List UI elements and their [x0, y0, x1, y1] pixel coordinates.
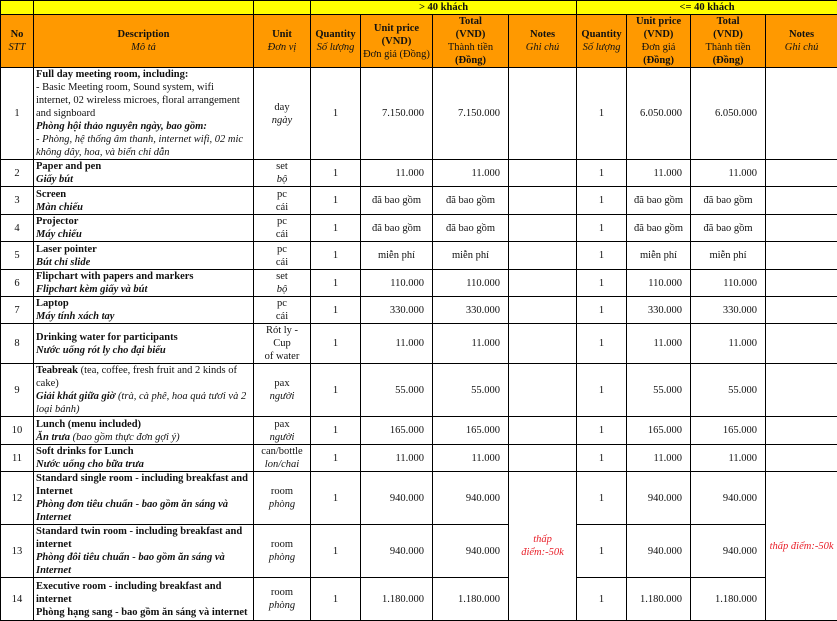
- table-row: [1, 187, 837, 215]
- row-description: Projector Máy chiếu: [34, 215, 254, 242]
- room-note-over-40: thấp điểm:-50k: [509, 472, 577, 621]
- row-no: 1: [1, 68, 34, 160]
- row-no: 2: [1, 160, 34, 187]
- row-notes-a: [509, 68, 577, 160]
- row-qty-b: 1: [577, 68, 627, 160]
- row-notes-b: [766, 160, 837, 187]
- table-row: [1, 472, 837, 525]
- row-notes-b: [766, 297, 837, 324]
- header-quantity-a: Quantity Số lượng: [311, 15, 361, 68]
- row-notes-a: [509, 445, 577, 472]
- row-price-a: miễn phí: [361, 242, 433, 270]
- header-total-b: Total (VND) Thành tiền (Đồng): [691, 15, 766, 68]
- row-total-b: đã bao gồm: [691, 215, 766, 242]
- row-qty-a: 1: [311, 364, 361, 417]
- row-no: 11: [1, 445, 34, 472]
- row-description: Executive room - including breakfast and internet Phòng hạng sang - bao gồm ăn sáng và internet: [34, 578, 254, 621]
- row-notes-a: [509, 364, 577, 417]
- row-no: 9: [1, 364, 34, 417]
- row-price-b: đã bao gồm: [627, 215, 691, 242]
- row-qty-a: 1: [311, 68, 361, 160]
- header-description: Description Mô tả: [34, 15, 254, 68]
- row-price-b: miễn phí: [627, 242, 691, 270]
- row-qty-b: 1: [577, 187, 627, 215]
- row-qty-a: 1: [311, 417, 361, 445]
- row-price-b: 11.000: [627, 324, 691, 364]
- row-notes-b: [766, 187, 837, 215]
- row-unit: Rót ly - Cup of water: [254, 324, 311, 364]
- row-total-a: 165.000: [433, 417, 509, 445]
- row-total-b: 940.000: [691, 472, 766, 525]
- header-unit-price-b: Unit price (VND) Đơn giá (Đồng): [627, 15, 691, 68]
- table-row: [1, 578, 837, 621]
- row-qty-b: 1: [577, 297, 627, 324]
- row-qty-b: 1: [577, 270, 627, 297]
- row-description: Flipchart with papers and markers Flipchart kèm giấy và bút: [34, 270, 254, 297]
- row-price-a: 1.180.000: [361, 578, 433, 621]
- header-quantity-b: Quantity Số lượng: [577, 15, 627, 68]
- header-no: No STT: [1, 15, 34, 68]
- row-no: 8: [1, 324, 34, 364]
- row-total-b: 6.050.000: [691, 68, 766, 160]
- row-qty-a: 1: [311, 525, 361, 578]
- row-qty-b: 1: [577, 242, 627, 270]
- row-description: Laser pointer Bút chỉ slide: [34, 242, 254, 270]
- row-price-b: 110.000: [627, 270, 691, 297]
- table-row: [1, 445, 837, 472]
- row-description: Screen Màn chiếu: [34, 187, 254, 215]
- row-total-a: 330.000: [433, 297, 509, 324]
- row-notes-b: [766, 68, 837, 160]
- row-no: 7: [1, 297, 34, 324]
- row-total-b: đã bao gồm: [691, 187, 766, 215]
- table-row: [1, 242, 837, 270]
- row-unit: pc cái: [254, 297, 311, 324]
- row-description: Teabreak (tea, coffee, fresh fruit and 2 kinds of cake) Giải khát giữa giờ (trà, cà phê, hoa quả tươi và 2 loại bánh): [34, 364, 254, 417]
- table-row: [1, 160, 837, 187]
- row-price-b: 165.000: [627, 417, 691, 445]
- row-total-a: 11.000: [433, 445, 509, 472]
- row-price-b: 940.000: [627, 472, 691, 525]
- row-notes-b: [766, 215, 837, 242]
- row-total-b: 165.000: [691, 417, 766, 445]
- row-total-a: 940.000: [433, 472, 509, 525]
- row-no: 4: [1, 215, 34, 242]
- row-price-b: 11.000: [627, 160, 691, 187]
- row-total-a: đã bao gồm: [433, 187, 509, 215]
- row-price-b: 11.000: [627, 445, 691, 472]
- row-price-b: 330.000: [627, 297, 691, 324]
- row-price-a: 55.000: [361, 364, 433, 417]
- row-total-b: 55.000: [691, 364, 766, 417]
- row-no: 3: [1, 187, 34, 215]
- row-notes-b: [766, 242, 837, 270]
- row-price-b: 55.000: [627, 364, 691, 417]
- header-row: [1, 15, 837, 68]
- row-notes-a: [509, 215, 577, 242]
- header-unit-price-a: Unit price (VND) Đơn giá (Đồng): [361, 15, 433, 68]
- row-unit: pc cái: [254, 187, 311, 215]
- row-total-b: 11.000: [691, 324, 766, 364]
- row-price-b: 940.000: [627, 525, 691, 578]
- row-qty-b: 1: [577, 445, 627, 472]
- row-unit: can/bottle lon/chai: [254, 445, 311, 472]
- row-unit: room phòng: [254, 472, 311, 525]
- row-unit: set bộ: [254, 270, 311, 297]
- row-qty-b: 1: [577, 215, 627, 242]
- row-unit: room phòng: [254, 578, 311, 621]
- row-notes-b: [766, 417, 837, 445]
- table-row: [1, 270, 837, 297]
- row-notes-a: [509, 417, 577, 445]
- row-qty-a: 1: [311, 324, 361, 364]
- row-description: Lunch (menu included) Ăn trưa (bao gồm thực đơn gợi ý): [34, 417, 254, 445]
- row-notes-a: [509, 187, 577, 215]
- row-qty-b: 1: [577, 472, 627, 525]
- row-no: 13: [1, 525, 34, 578]
- row-description: Full day meeting room, including: - Basic Meeting room, Sound system, wifi internet, 02 wireless microes, floral arrangement and signboard Phòng hội thảo nguyên ngày, bao gồm: - Phòng, hệ thống âm thanh, internet wifi, 02 mic không dây, hoa, và biển chỉ dẫn: [34, 68, 254, 160]
- row-unit: set bộ: [254, 160, 311, 187]
- row-total-a: 11.000: [433, 160, 509, 187]
- row-unit: pc cái: [254, 242, 311, 270]
- row-total-b: miễn phí: [691, 242, 766, 270]
- row-qty-a: 1: [311, 578, 361, 621]
- row-unit: room phòng: [254, 525, 311, 578]
- row-qty-a: 1: [311, 297, 361, 324]
- table-row: [1, 417, 837, 445]
- row-notes-a: [509, 297, 577, 324]
- row-no: 14: [1, 578, 34, 621]
- row-price-a: đã bao gồm: [361, 187, 433, 215]
- row-qty-a: 1: [311, 270, 361, 297]
- row-notes-b: [766, 270, 837, 297]
- table-row: [1, 364, 837, 417]
- row-total-b: 330.000: [691, 297, 766, 324]
- row-qty-b: 1: [577, 578, 627, 621]
- row-price-a: 940.000: [361, 525, 433, 578]
- row-qty-a: 1: [311, 215, 361, 242]
- band-empty: [34, 1, 254, 15]
- table-row: [1, 525, 837, 578]
- row-description: Paper and pen Giấy bút: [34, 160, 254, 187]
- row-qty-b: 1: [577, 525, 627, 578]
- row-notes-a: [509, 242, 577, 270]
- row-total-b: 940.000: [691, 525, 766, 578]
- group-over-40: > 40 khách: [311, 1, 577, 15]
- row-qty-b: 1: [577, 364, 627, 417]
- row-total-a: 11.000: [433, 324, 509, 364]
- row-description: Standard single room - including breakfast and Internet Phòng đơn tiêu chuẩn - bao gồm ăn sáng và Internet: [34, 472, 254, 525]
- band-empty: [254, 1, 311, 15]
- row-total-a: 55.000: [433, 364, 509, 417]
- row-no: 5: [1, 242, 34, 270]
- row-total-a: 7.150.000: [433, 68, 509, 160]
- row-price-a: 11.000: [361, 445, 433, 472]
- row-price-b: 6.050.000: [627, 68, 691, 160]
- row-price-a: 165.000: [361, 417, 433, 445]
- row-qty-b: 1: [577, 324, 627, 364]
- row-total-b: 11.000: [691, 445, 766, 472]
- row-price-a: 7.150.000: [361, 68, 433, 160]
- row-unit: pax người: [254, 417, 311, 445]
- row-price-a: 11.000: [361, 160, 433, 187]
- row-price-a: 11.000: [361, 324, 433, 364]
- row-price-a: 330.000: [361, 297, 433, 324]
- row-total-b: 1.180.000: [691, 578, 766, 621]
- row-notes-a: [509, 160, 577, 187]
- row-qty-a: 1: [311, 472, 361, 525]
- table-row: [1, 324, 837, 364]
- table-row: [1, 68, 837, 160]
- row-price-b: đã bao gồm: [627, 187, 691, 215]
- row-unit: pc cái: [254, 215, 311, 242]
- row-description: Drinking water for participants Nước uống rót ly cho đại biểu: [34, 324, 254, 364]
- band-empty: [1, 1, 34, 15]
- header-notes-a: Notes Ghi chú: [509, 15, 577, 68]
- row-notes-b: [766, 445, 837, 472]
- header-unit: Unit Đơn vị: [254, 15, 311, 68]
- row-qty-a: 1: [311, 445, 361, 472]
- header-notes-b: Notes Ghi chú: [766, 15, 837, 68]
- row-total-a: 1.180.000: [433, 578, 509, 621]
- row-description: Laptop Máy tính xách tay: [34, 297, 254, 324]
- table-row: [1, 215, 837, 242]
- row-total-a: 940.000: [433, 525, 509, 578]
- row-notes-b: [766, 324, 837, 364]
- row-unit: day ngày: [254, 68, 311, 160]
- table-row: [1, 297, 837, 324]
- row-price-a: 110.000: [361, 270, 433, 297]
- row-price-b: 1.180.000: [627, 578, 691, 621]
- row-total-b: 11.000: [691, 160, 766, 187]
- row-notes-a: [509, 324, 577, 364]
- row-no: 10: [1, 417, 34, 445]
- row-total-a: đã bao gồm: [433, 215, 509, 242]
- row-qty-b: 1: [577, 417, 627, 445]
- row-unit: pax người: [254, 364, 311, 417]
- row-no: 6: [1, 270, 34, 297]
- row-description: Standard twin room - including breakfast and internet Phòng đôi tiêu chuẩn - bao gồm ăn sáng và Internet: [34, 525, 254, 578]
- row-total-a: miễn phí: [433, 242, 509, 270]
- row-notes-a: [509, 270, 577, 297]
- row-notes-b: [766, 364, 837, 417]
- row-qty-a: 1: [311, 187, 361, 215]
- row-price-a: 940.000: [361, 472, 433, 525]
- row-total-b: 110.000: [691, 270, 766, 297]
- room-note-under-40: thấp điểm:-50k: [766, 472, 837, 621]
- row-total-a: 110.000: [433, 270, 509, 297]
- group-under-40: <= 40 khách: [577, 1, 837, 15]
- row-price-a: đã bao gồm: [361, 215, 433, 242]
- group-band-row: [1, 1, 837, 15]
- row-qty-a: 1: [311, 160, 361, 187]
- row-qty-b: 1: [577, 160, 627, 187]
- row-qty-a: 1: [311, 242, 361, 270]
- row-description: Soft drinks for Lunch Nước uống cho bữa trưa: [34, 445, 254, 472]
- row-no: 12: [1, 472, 34, 525]
- header-total-a: Total (VND) Thành tiền (Đồng): [433, 15, 509, 68]
